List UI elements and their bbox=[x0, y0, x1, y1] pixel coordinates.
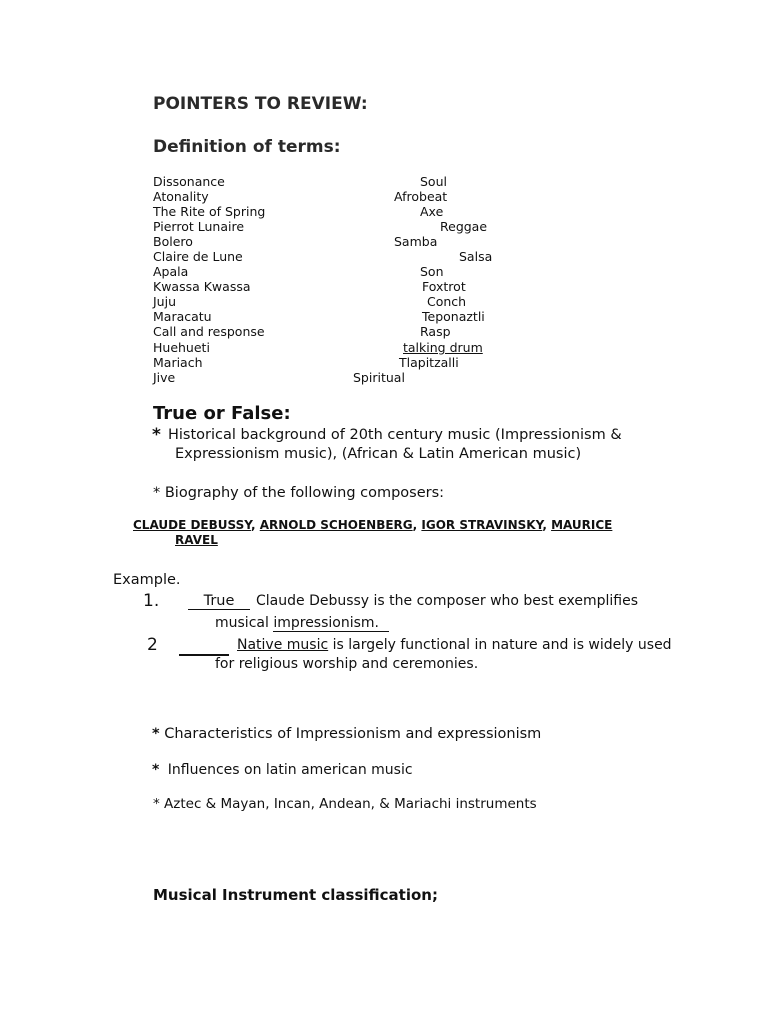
term-item: Maracatu bbox=[153, 309, 212, 324]
item-1-number: 1. bbox=[143, 591, 160, 611]
bullet-star: * bbox=[152, 425, 161, 445]
classification-heading: Musical Instrument classification; bbox=[153, 886, 438, 904]
term-item: Salsa bbox=[459, 249, 493, 264]
tf-line-1: Historical background of 20th century music (Impressionism & bbox=[168, 427, 622, 443]
term-item: Conch bbox=[427, 294, 467, 309]
composer-list bbox=[124, 518, 612, 532]
item-2-text bbox=[237, 637, 672, 653]
term-item: Mariach bbox=[153, 355, 203, 370]
separator: , bbox=[250, 518, 256, 532]
definitions-heading: Definition of terms: bbox=[153, 137, 341, 157]
item-1-answer: True bbox=[188, 593, 250, 610]
term-item: talking drum bbox=[403, 340, 483, 355]
underlined-term: Native music bbox=[237, 637, 329, 653]
separator: , bbox=[412, 518, 418, 532]
term-item: Pierrot Lunaire bbox=[153, 219, 245, 234]
text-prefix: musical bbox=[215, 615, 269, 631]
characteristics-text: Characteristics of Impressionism and expressionism bbox=[164, 726, 542, 742]
term-item: Atonality bbox=[153, 189, 209, 204]
characteristics-line bbox=[152, 726, 541, 742]
term-item: The Rite of Spring bbox=[153, 204, 266, 219]
composer-name: MAURICE bbox=[551, 518, 613, 532]
aztec-line: * Aztec & Mayan, Incan, Andean, & Mariachi instruments bbox=[153, 796, 537, 812]
term-item: Huehueti bbox=[153, 340, 210, 355]
term-item: Tlapitzalli bbox=[399, 355, 459, 370]
composer-name: ARNOLD SCHOENBERG bbox=[259, 518, 413, 532]
page-title: POINTERS TO REVIEW: bbox=[153, 94, 368, 114]
composer-name: CLAUDE DEBUSSY bbox=[133, 518, 251, 532]
item-1-text: Claude Debussy is the composer who best exemplifies bbox=[256, 593, 639, 609]
tf-line-2: Expressionism music), (African & Latin American music) bbox=[175, 446, 582, 462]
term-item: Claire de Lune bbox=[153, 249, 243, 264]
term-item: Dissonance bbox=[153, 174, 225, 189]
term-item: Rasp bbox=[420, 324, 451, 339]
term-item: Juju bbox=[153, 294, 177, 309]
composer-name: IGOR STRAVINSKY bbox=[421, 518, 543, 532]
term-item: Jive bbox=[153, 370, 176, 385]
term-item: Bolero bbox=[153, 234, 193, 249]
bullet-star: * bbox=[152, 726, 160, 742]
influences-text: Influences on latin american music bbox=[167, 762, 413, 778]
term-item: Kwassa Kwassa bbox=[153, 279, 251, 294]
term-item: Teponaztli bbox=[422, 309, 485, 324]
term-item: Soul bbox=[420, 174, 447, 189]
example-label: Example. bbox=[113, 572, 181, 588]
biography-line: * Biography of the following composers: bbox=[153, 485, 445, 501]
term-item: Samba bbox=[394, 234, 438, 249]
underlined-term: impressionism. bbox=[273, 616, 389, 632]
true-false-heading: True or False: bbox=[153, 403, 291, 424]
term-item: Son bbox=[420, 264, 444, 279]
item-2-number: 2 bbox=[147, 635, 158, 655]
item-2-text-2: for religious worship and ceremonies. bbox=[215, 656, 479, 672]
term-item: Call and response bbox=[153, 324, 265, 339]
composer-name: RAVEL bbox=[175, 533, 218, 547]
term-item: Axe bbox=[420, 204, 444, 219]
item-1-text-2 bbox=[215, 615, 389, 632]
term-item: Afrobeat bbox=[394, 189, 448, 204]
term-item: Foxtrot bbox=[422, 279, 466, 294]
term-item: Apala bbox=[153, 264, 189, 279]
bullet-star: * bbox=[152, 762, 160, 778]
influences-line bbox=[152, 762, 413, 778]
term-item: Reggae bbox=[440, 219, 488, 234]
text-rest: is largely functional in nature and is widely used bbox=[332, 637, 672, 653]
separator: , bbox=[542, 518, 547, 532]
term-item: Spiritual bbox=[353, 370, 405, 385]
